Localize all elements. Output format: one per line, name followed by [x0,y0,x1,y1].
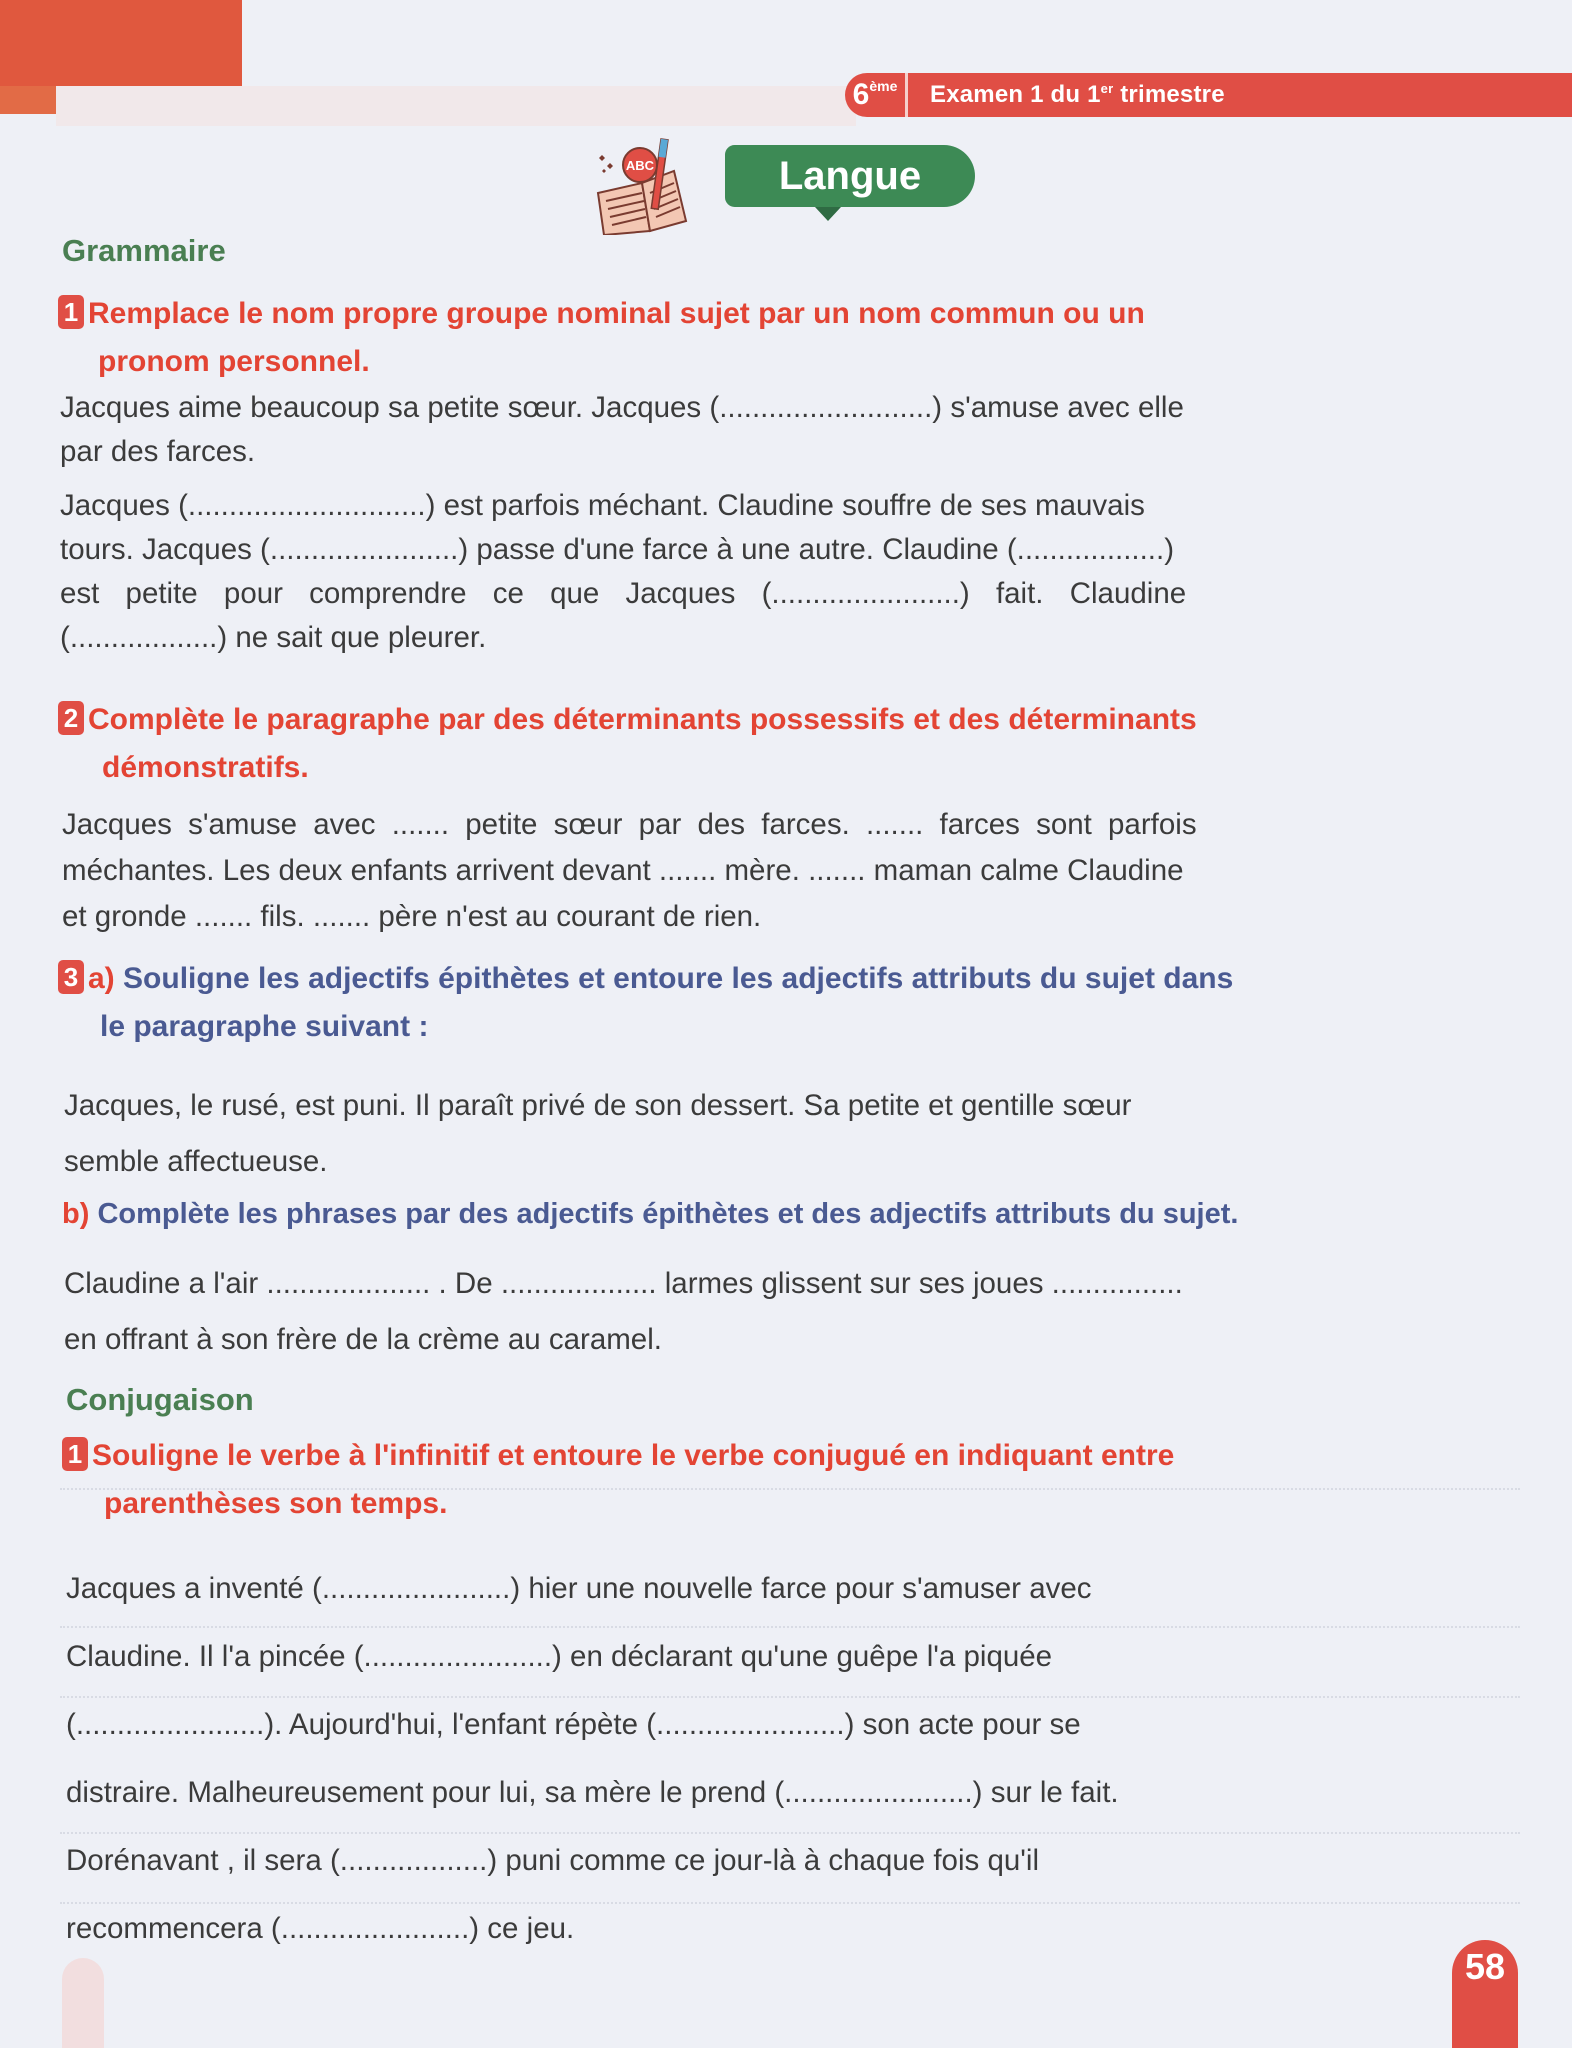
exercise-text-line [60,386,1518,430]
exam-title-sup: er [1100,81,1114,96]
text-line: Jacques aime beaucoup sa petite sœur. Jacques (..........................) s'amuse avec elle [60,391,1184,424]
page-number: 58 [1452,1940,1518,2048]
sub-question-label: b) [62,1198,90,1230]
sub-question-label: a) [88,962,115,995]
exam-header-banner [845,73,1572,117]
grade-suffix: ème [869,78,898,94]
exam-title-text: Examen 1 du 1 [930,81,1101,108]
instruction-line: démonstratifs. [102,751,309,784]
langue-label: Langue [725,145,975,207]
grammaire-ex1-instruction [58,290,1528,386]
exercise-text-line: Claudine. Il l'a pincée (.......................) en déclarant qu'une guêpe l'a piquée [66,1640,1053,1673]
grammaire-heading: Grammaire [62,233,226,268]
exam-title [908,81,1225,109]
exercise-text-line: méchantes. Les deux enfants arrivent devant ....... mère. ....... maman calme Claudine [62,854,1184,887]
exercise-number-badge: 2 [58,701,84,735]
exercise-text-line: est petite pour comprendre ce que Jacques (.......................) fait. Claudine [60,577,1187,610]
exam-title-trimestre: trimestre [1113,81,1225,108]
conjugaison-ex1-paragraph [66,1555,1518,1963]
grade-number: 6 [852,78,870,111]
exercise-text-line: et gronde ....... fils. ....... père n'est au courant de rien. [62,900,762,933]
exercise-text-line: distraire. Malheureusement pour lui, sa mère le prend (.......................) sur le fait. [66,1776,1119,1809]
instruction-line: le paragraphe suivant : [100,1010,429,1043]
instruction-line: Complète les phrases par des adjectifs épithètes et des adjectifs attributs du sujet. [97,1198,1239,1230]
exercise-number-badge: 3 [58,960,84,994]
dotted-separator [60,1488,1520,1490]
corner-decoration [0,0,242,86]
grammaire-ex2-instruction [58,696,1528,792]
instruction-line: Complète le paragraphe par des déterminants possessifs et des déterminants [88,703,1197,736]
exercise-text-line: Jacques s'amuse avec ....... petite sœur par des farces. ....... farces sont parfois [62,808,1197,841]
instruction-line: Souligne les adjectifs épithètes et entoure les adjectifs attributs du sujet dans [123,962,1234,995]
exercise-text-line: (..................) ne sait que pleurer. [60,621,487,654]
banner-pointer [815,207,841,221]
corner-tab-decoration [0,86,56,114]
exercise-text-line: semble affectueuse. [64,1145,328,1178]
exercise-text-line: par des farces. [60,435,256,468]
bleed-through-band [56,86,856,126]
exercise-number-badge: 1 [58,295,84,329]
grammaire-ex3a-paragraph [64,1078,1518,1190]
instruction-line: Souligne le verbe à l'infinitif et entoure le verbe conjugué en indiquant entre [92,1439,1175,1472]
exercise-number-badge: 1 [62,1437,88,1471]
book-abc-pencil-icon [590,135,730,235]
exercise-text-line: (.......................). Aujourd'hui, l'enfant répète (.......................) son acte pour se [66,1708,1081,1741]
conjugaison-heading: Conjugaison [66,1382,254,1417]
exercise-text-line: Claudine a l'air .................... . De ................... larmes glissent sur ses joues ................ [64,1267,1183,1300]
abc-text: ABC [625,158,655,173]
exercise-text-line: tours. Jacques (.......................) passe d'une farce à une autre. Claudine (..................) [60,533,1175,566]
instruction-line: parenthèses son temps. [104,1487,448,1520]
conjugaison-ex1-instruction [62,1432,1532,1528]
instruction-line: pronom personnel. [98,345,370,378]
section-banner [590,135,990,235]
exercise-text-line: recommencera (.......................) ce jeu. [66,1912,575,1945]
exercise-text-line: Jacques (.............................) est parfois méchant. Claudine souffre de ses mauvais [60,489,1145,522]
grade-label [845,73,908,117]
grammaire-ex3b-instruction [62,1190,1532,1238]
bleed-through-page-marker [62,1958,104,2048]
grammaire-ex1-paragraph [60,386,1518,660]
exercise-text-line: Jacques, le rusé, est puni. Il paraît privé de son dessert. Sa petite et gentille sœur [64,1089,1132,1122]
grammaire-ex2-paragraph [62,802,1518,940]
exercise-text-line: en offrant à son frère de la crème au caramel. [64,1323,662,1356]
grammaire-ex3b-paragraph [64,1256,1518,1368]
instruction-line: Remplace le nom propre groupe nominal sujet par un nom commun ou un [88,297,1145,330]
grammaire-ex3a-instruction [58,955,1528,1051]
exercise-text-line: Dorénavant , il sera (..................) puni comme ce jour-là à chaque fois qu'il [66,1844,1039,1877]
exercise-text-line: Jacques a inventé (.......................) hier une nouvelle farce pour s'amuser avec [66,1572,1092,1605]
